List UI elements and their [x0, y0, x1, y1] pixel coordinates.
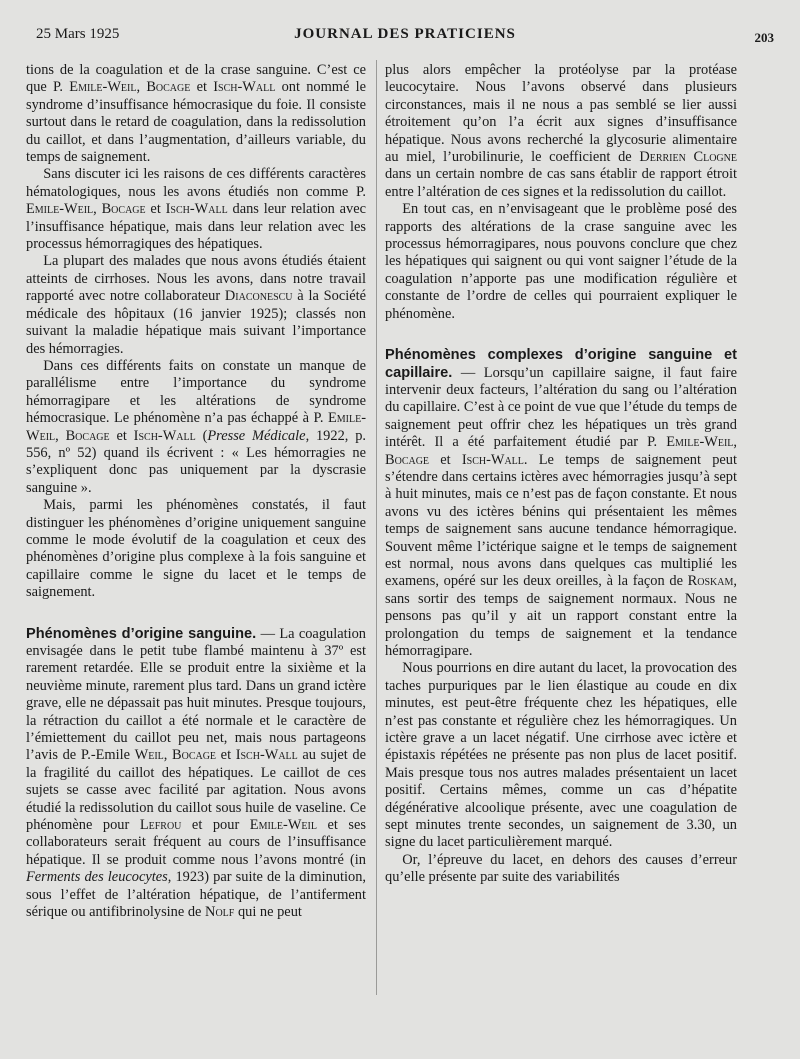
author-name: Emile-Weil — [26, 201, 94, 218]
paragraph: plus alors empêcher la protéolyse par la protéase leucocytaire. Nous l’avons observé dans plusieurs circonstances, mais il ne nous a pas semblé se lier aussi étroitement qu’on l’a écrit aux signes d’insuffisance hépatique. Nous avons recherché la glycosurie alimentaire au miel, l’urobilinurie, le coefficient de Derrien Clogne dans un certain nombre de cas sans établir de rapport étroit entre l’altération de ces signes et la redissolution du caillot. — [385, 62, 737, 200]
author-name: Bocage — [146, 79, 191, 96]
paragraph: Dans ces différents faits on constate un manque de parallélisme entre l’importance du syndrome hémorragipare et les altérations de syndrome hémocrasique. Le phénomène n’a pas échappé à P. Emile-Weil, Bocage et Isch-Wall (Presse Médicale, 1922, p. 556, nº 52) quand ils écrivent : « Les hémorragies ne s’expliquent donc pas uniquement par la dyscrasie sanguine ». — [26, 357, 366, 496]
running-header — [36, 26, 774, 48]
paragraph: Sans discuter ici les raisons de ces différents caractères hématologiques, nous les avons étudiés non comme P. Emile-Weil, Bocage et Isch-Wall dans leur relation avec l’insuffisance hépatique, mais dans leur relation avec les processus hémorragiques des hépatiques. — [26, 166, 367, 253]
author-name: Isch-Wall — [235, 747, 298, 764]
right-column — [385, 62, 737, 887]
author-name: Bocage — [65, 427, 110, 444]
cited-title: Ferments des leucocytes — [26, 869, 168, 886]
author-name: Weil — [134, 747, 164, 764]
paragraph: Mais, parmi les phénomènes constatés, il faut distinguer les phénomènes d’origine uniquement sanguine comme le mode évolutif de la coagulation et ceux des phénomènes d’origine plus complexe à la fois sanguine et capillaire comme le signe du lacet et le temps de saignement. — [26, 497, 366, 601]
author-name: Emile-Weil — [69, 79, 137, 96]
author-name: Derrien Clogne — [639, 149, 737, 166]
paragraph: En tout cas, en n’envisageant que le problème posé des rapports des altérations de la crase sanguine avec les processus hémorragipares, nous pouvons conclure que chez les hépatiques qui saignent ou qui vont saigner l’étude de la coagulation n’apporte pas une modification régulière et constante de l’ordre de celles qui pourraient expliquer le phénomène. — [385, 201, 737, 322]
author-name: Bocage — [172, 747, 217, 764]
author-name: Emile-Weil — [666, 434, 734, 451]
section-heading: Phénomènes d’origine sanguine. — [26, 625, 257, 642]
paragraph: Or, l’épreuve du lacet, en dehors des causes d’erreur qu’elle présente par suite des variabilités — [385, 851, 737, 886]
author-name: Nolf — [205, 904, 235, 921]
author-name: Isch-Wall — [133, 427, 196, 444]
cited-title: Presse Médicale — [207, 427, 306, 444]
author-name: Emile-Weil — [26, 410, 366, 444]
section-heading: Phénomènes complexes d’origine sanguine et capillaire. — [385, 347, 737, 381]
column-divider — [376, 60, 377, 995]
author-name: Isch-Wall — [461, 451, 524, 468]
paragraph: Nous pourrions en dire autant du lacet, la provocation des taches purpuriques par le lien élastique au coude en dix minutes, est peut-être fréquente chez les hépatiques, elle n’est pas constante et régulière chez les hémorragiques. Un ictère grave a un lacet négatif. Une cirrhose avec ictère et épistaxis répétées ne présente pas non plus de lacet positif. Mais presque tous nos autres malades présentaient un lacet positif. Certains mêmes, comme un cas d’hépatite dégénérative alcoolique présente, avec une coagulation de sept minutes trente secondes, un saignement de 3.30, un signe du lacet particulièrement marqué. — [385, 660, 737, 851]
left-column — [26, 62, 366, 922]
paragraph: tions de la coagulation et de la crase sanguine. C’est ce que P. Emile-Weil, Bocage et Isch-Wall ont nommé le syndrome d’insuffisance hémocrasique du foie. Il consiste surtout dans le retard de coagulation, dans la redissolution du caillot, et dans l’augmentation, d’ailleurs variable, du temps de saignement. — [26, 62, 367, 166]
author-name: Isch-Wall — [213, 79, 276, 96]
paragraph: La plupart des malades que nous avons étudiés étaient atteints de cirrhoses. Nous les avons, dans notre travail rapporté avec notre collaborateur Diaconescu à la Société médicale des hôpitaux (16 janvier 1925); classés non suivant la maladie hépatique mais suivant l’importance des hémorragies. — [26, 253, 366, 357]
section-block — [26, 626, 366, 922]
page-number: 203 — [754, 30, 774, 45]
section-text: — Lorsqu’un capillaire saigne, il faut faire intervenir deux facteurs, l’altération du sang ou l’altération du capillaire. C’est à ce point de vue que l’étude du temps de saignement peut offrir chez les hépatiques un très grand intérêt. Il a été parfaitement étudié par P. Emile-Weil, Bocage et Isch-Wall. Le temps de saignement peut s’étendre dans certains ictères avec hémorragies jusqu’à sept à huit minutes, mais ce n’est pas de façon constante. Et nous avons vu des ictères bénins qui présentaient les mêmes temps de saignement sans aucune tendance hémorragique. Souvent même l’ictérique saigne et le temps de saignement est normal, nous avons dans quelques cas multiplié les examens, opéré sur les deux oreilles, à la façon de Roskam, sans sortir des temps de saignement normaux. Nous ne pensons pas qu’il y ait un rapport constant entre la prolongation du temps de saignement et la tendance hémorragipare. — [385, 364, 737, 659]
section-block — [385, 347, 737, 660]
author-name: Lefrou — [139, 817, 182, 834]
author-name: Bocage — [101, 201, 146, 218]
author-name: Emile-Weil — [249, 817, 317, 834]
author-name: Roskam — [687, 573, 734, 590]
issue-date: 25 Mars 1925 — [36, 26, 120, 42]
journal-title: JOURNAL DES PRATICIENS — [294, 26, 516, 42]
section-text: — La coagulation envisagée dans le petit tube flambé maintenu à 37º est rarement retardée. Elle se produit entre la sixième et la neuvième minute, rarement plus tard. Dans un grand ictère grave, elle ne dépassait pas huit minutes. Presque toujours, la rétraction du caillot a été normale et le caractère de l’émiettement du caillot peu net, mais nous partageons l’avis de P.-Emile Weil, Bocage et Isch-Wall au sujet de la fragilité du caillot des hépatiques. Le caillot de ces sujets se casse avec facilité par agitation. Nous avons étudié la redissolution du caillot sous huile de vaseline. Ce phénomène pour Lefrou et pour Emile-Weil et ses collaborateurs serait fréquent au cours de l’insuffisance hépatique. Il se produit comme nous l’avons montré (in Ferments des leucocytes, 1923) par suite de la diminution, sous l’effet de l’altération hépatique, de l’antiferment sérique ou antifibrinolysine de Nolf qui ne peut — [26, 625, 367, 921]
author-name: Diaconescu — [224, 288, 293, 305]
author-name: Isch-Wall — [165, 201, 228, 218]
author-name: Bocage — [385, 451, 430, 468]
